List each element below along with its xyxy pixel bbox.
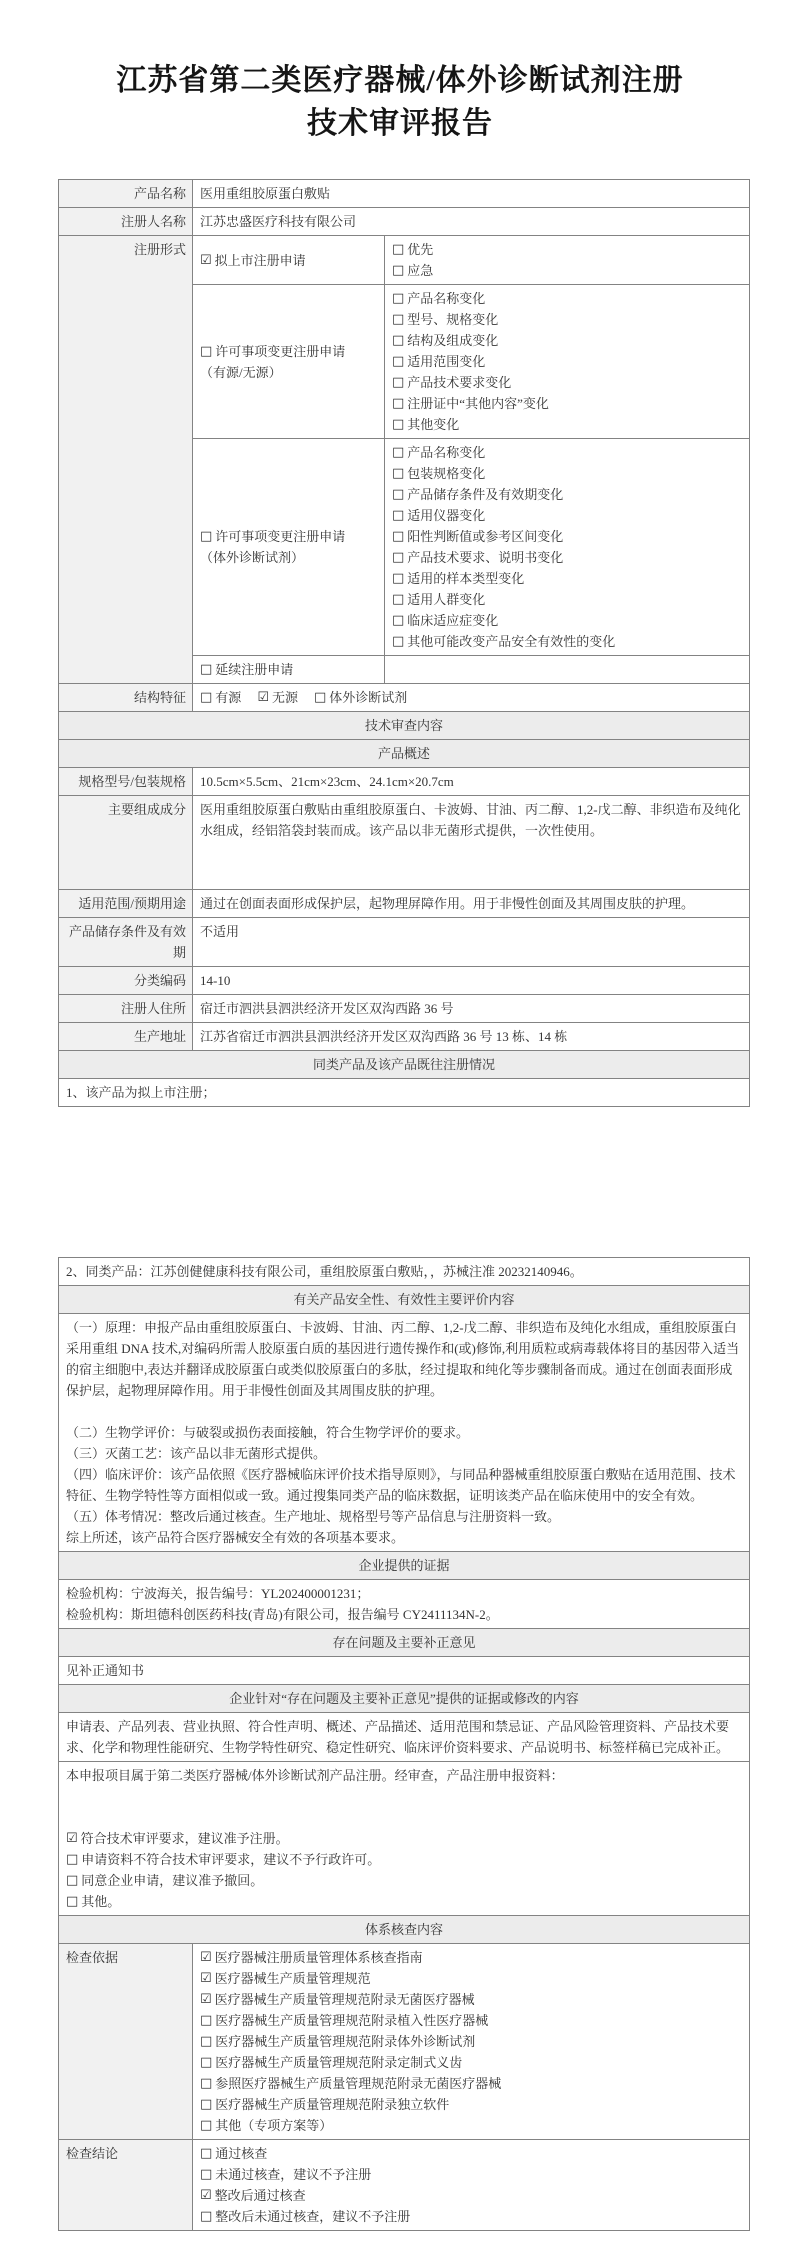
section-row-overview xyxy=(59,740,750,768)
page-title xyxy=(0,0,800,145)
section-header-response: 企业针对“存在问题及主要补正意见”提供的证据或修改的内容 xyxy=(59,1685,750,1713)
address-value: 宿迁市泗洪县泗洪经济开发区双沟西路 36 号 xyxy=(193,995,750,1023)
checkbox-item[interactable] xyxy=(200,2073,742,2094)
similar-product-note: 2、同类产品：江苏创健健康科技有限公司，重组胶原蛋白敷贴，，苏械注准 20232140946。 xyxy=(59,1258,750,1286)
eval-content-row xyxy=(59,1314,750,1552)
section-header-review: 技术审查内容 xyxy=(59,712,750,740)
section-header-evidence: 企业提供的证据 xyxy=(59,1552,750,1580)
checkbox-item[interactable] xyxy=(392,484,742,505)
checkbox-label: 许可事项变更注册申请 xyxy=(215,343,346,359)
checkbox-change-active[interactable] xyxy=(200,341,377,362)
checkbox-item[interactable] xyxy=(392,239,742,260)
page-title-line2: 技术审评报告 xyxy=(307,106,493,140)
structure-row xyxy=(59,684,750,712)
checkbox-label-line2: （有源/无源） xyxy=(200,364,282,380)
checkbox-label: 产品名称变化 xyxy=(407,291,486,307)
registrant-label: 注册人名称 xyxy=(59,208,193,236)
review-evaluation-table xyxy=(58,1257,750,2231)
checkbox-item[interactable] xyxy=(66,1891,742,1912)
inspection-result-label: 检查结论 xyxy=(59,2140,193,2231)
checkbox-item[interactable] xyxy=(392,309,742,330)
checkbox-label: 适用人群变化 xyxy=(407,592,486,608)
checkbox-label: 通过核查 xyxy=(215,2146,268,2162)
eval-paragraph: （五）体考情况：整改后通过核查。生产地址、规格型号等产品信息与注册资料一致。 xyxy=(66,1509,561,1525)
checkbox-icon: □ xyxy=(392,333,405,349)
checkbox-icon: ☑ xyxy=(200,1992,212,2008)
registrant-row xyxy=(59,208,750,236)
issues-note: 见补正通知书 xyxy=(59,1657,750,1685)
storage-label: 产品储存条件及有效期 xyxy=(59,918,193,967)
response-text: 申请表、产品列表、营业执照、符合性声明、概述、产品描述、适用范围和禁忌证、产品风险管理资料、产品技术要求、化学和物理性能研究、生物学特性研究、稳定性研究、临床评价资料要求、产品说明书、标签样稿已完成补正。 xyxy=(59,1713,750,1762)
checkbox-label: 延续注册申请 xyxy=(215,662,294,678)
checkbox-icon: □ xyxy=(200,343,213,359)
conclusion-spacer xyxy=(66,1786,742,1828)
checkbox-icon: □ xyxy=(392,291,405,307)
checkbox-icon: □ xyxy=(392,417,405,433)
spec-value: 10.5cm×5.5cm、21cm×23cm、24.1cm×20.7cm xyxy=(193,768,750,796)
checkbox-label: 型号、规格变化 xyxy=(407,312,499,328)
checkbox-label: 整改后未通过核查，建议不予注册 xyxy=(215,2209,411,2225)
checkbox-item[interactable] xyxy=(200,687,241,708)
checkbox-icon: □ xyxy=(200,529,213,545)
checkbox-icon: □ xyxy=(392,242,405,258)
checkbox-label: 拟上市注册申请 xyxy=(214,252,306,268)
prod-address-value: 江苏省宿迁市泗洪县泗洪经济开发区双沟西路 36 号 13 栋、14 栋 xyxy=(193,1023,750,1051)
checkbox-icon: ☑ xyxy=(200,1971,212,1987)
address-label: 注册人住所 xyxy=(59,995,193,1023)
checkbox-item[interactable] xyxy=(392,330,742,351)
checkbox-label: 无源 xyxy=(271,690,298,706)
section-row-system xyxy=(59,1916,750,1944)
checkbox-item[interactable] xyxy=(66,1828,742,1849)
change-ivd-cell xyxy=(193,439,385,656)
section-row-issues xyxy=(59,1629,750,1657)
checkbox-label: 医疗器械生产质量管理规范 xyxy=(214,1971,371,1987)
checkbox-icon: □ xyxy=(200,2146,213,2162)
checkbox-icon: □ xyxy=(392,571,405,587)
page-title-line1: 江苏省第二类医疗器械/体外诊断试剂注册 xyxy=(116,64,684,97)
section-header-issues: 存在问题及主要补正意见 xyxy=(59,1629,750,1657)
checkbox-icon: □ xyxy=(392,592,405,608)
evidence-line: 检验机构：宁波海关，报告编号：YL202400001231； xyxy=(66,1586,370,1602)
checkbox-icon: □ xyxy=(392,312,405,328)
reg-form-label: 注册形式 xyxy=(59,236,193,684)
checkbox-label-line2: （体外诊断试剂） xyxy=(200,550,305,566)
checkbox-icon: □ xyxy=(200,2209,213,2225)
inspection-result-row xyxy=(59,2140,750,2231)
section-header-system: 体系核查内容 xyxy=(59,1916,750,1944)
checkbox-label: 阳性判断值或参考区间变化 xyxy=(407,529,564,545)
checkbox-icon: □ xyxy=(392,508,405,524)
checkbox-label: 同意企业申请，建议准予撤回。 xyxy=(81,1873,264,1889)
checkbox-item[interactable] xyxy=(392,547,742,568)
class-code-value: 14-10 xyxy=(193,967,750,995)
eval-paragraph: （四）临床评价：该产品依照《医疗器械临床评价技术指导原则》，与同品种器械重组胶原蛋白敷贴在适用范围、技术特征、生物学特性等方面相似或一致。通过搜集同类产品的临床数据，证明该类产品在临床使用中的安全有效。 xyxy=(66,1467,736,1504)
checkbox-label: 许可事项变更注册申请 xyxy=(215,529,346,545)
checkbox-icon: ☑ xyxy=(200,1950,212,1966)
checkbox-item[interactable] xyxy=(392,568,742,589)
checkbox-icon: □ xyxy=(392,613,405,629)
checkbox-label: 优先 xyxy=(407,242,434,258)
spec-label: 规格型号/包装规格 xyxy=(59,768,193,796)
checkbox-item[interactable] xyxy=(66,1849,742,1870)
prod-address-label: 生产地址 xyxy=(59,1023,193,1051)
checkbox-item[interactable] xyxy=(66,1870,742,1891)
product-name-value: 医用重组胶原蛋白敷贴 xyxy=(193,180,750,208)
checkbox-label: 体外诊断试剂 xyxy=(329,690,408,706)
checkbox-icon: □ xyxy=(392,550,405,566)
checkbox-label: 适用范围变化 xyxy=(407,354,486,370)
product-name-label: 产品名称 xyxy=(59,180,193,208)
checkbox-item[interactable] xyxy=(392,414,742,435)
address-row xyxy=(59,995,750,1023)
spec-row xyxy=(59,768,750,796)
checkbox-label: 其他（专项方案等） xyxy=(215,2118,333,2134)
checkbox-icon: □ xyxy=(392,634,405,650)
checkbox-item[interactable] xyxy=(257,687,298,708)
checkbox-item[interactable] xyxy=(200,2052,742,2073)
checkbox-icon: □ xyxy=(392,466,405,482)
checkbox-icon: □ xyxy=(392,445,405,461)
checkbox-label: 适用的样本类型变化 xyxy=(407,571,525,587)
premarket-cell xyxy=(193,236,385,285)
checkbox-item[interactable] xyxy=(200,2164,742,2185)
checkbox-label: 申请资料不符合技术审评要求，建议不予行政许可。 xyxy=(81,1852,381,1868)
checkbox-label: 临床适应症变化 xyxy=(407,613,499,629)
checkbox-icon: □ xyxy=(392,375,405,391)
conclusion-cell xyxy=(59,1762,750,1916)
section-header-history: 同类产品及该产品既往注册情况 xyxy=(59,1051,750,1079)
premarket-options-cell xyxy=(385,236,750,285)
inspection-result-cell xyxy=(193,2140,750,2231)
scope-row xyxy=(59,890,750,918)
checkbox-item[interactable] xyxy=(392,589,742,610)
checkbox-icon: □ xyxy=(200,662,213,678)
eval-paragraph: （二）生物学评价：与破裂或损伤表面接触，符合生物学评价的要求。 xyxy=(66,1425,470,1441)
scope-value: 通过在创面表面形成保护层，起物理屏障作用。用于非慢性创面及其周围皮肤的护理。 xyxy=(193,890,750,918)
eval-paragraph: （一）原理：申报产品由重组胶原蛋白、卡波姆、甘油、丙二醇、1,2-戊二醇、非织造布及纯化水组成，重组胶原蛋白采用重组 DNA 技术,对编码所需人胶原蛋白质的基因进行遗传操作和(或)修饰,利用质粒或病毒载体将目的基因带入适当的宿主细胞中,表达并翻译成胶原蛋白或类似胶原蛋白的多肽，经过提取和纯化等步骤制备而成。通过在创面表面形成保护层，起物理屏障作用。用于非慢性创面及其周围皮肤的护理。 xyxy=(66,1320,740,1399)
storage-row xyxy=(59,918,750,967)
checkbox-label: 医疗器械生产质量管理规范附录独立软件 xyxy=(215,2097,450,2113)
section-row-evidence xyxy=(59,1552,750,1580)
checkbox-label: 包装规格变化 xyxy=(407,466,486,482)
checkbox-item[interactable] xyxy=(200,2206,742,2227)
eval-paragraph xyxy=(66,1401,742,1422)
eval-paragraph: （三）灭菌工艺：该产品以非无菌形式提供。 xyxy=(66,1446,327,1462)
evidence-cell xyxy=(59,1580,750,1629)
checkbox-item[interactable] xyxy=(392,288,742,309)
evidence-row xyxy=(59,1580,750,1629)
checkbox-label: 医疗器械生产质量管理规范附录植入性医疗器械 xyxy=(215,2013,489,2029)
checkbox-item[interactable] xyxy=(200,1947,742,1968)
class-code-row xyxy=(59,967,750,995)
structure-label: 结构特征 xyxy=(59,684,193,712)
checkbox-item[interactable] xyxy=(200,2185,742,2206)
checkbox-item[interactable] xyxy=(200,1968,742,1989)
checkbox-item[interactable] xyxy=(392,631,742,652)
similar-product-row xyxy=(59,1258,750,1286)
checkbox-icon: ☑ xyxy=(257,690,269,706)
checkbox-item[interactable] xyxy=(392,526,742,547)
prod-address-row xyxy=(59,1023,750,1051)
checkbox-label: 结构及组成变化 xyxy=(407,333,499,349)
checkbox-label: 医疗器械注册质量管理体系核查指南 xyxy=(214,1950,423,1966)
section-row-review xyxy=(59,712,750,740)
checkbox-label: 产品技术要求、说明书变化 xyxy=(407,550,564,566)
checkbox-item[interactable] xyxy=(392,351,742,372)
reg-form-row-premarket xyxy=(59,236,750,285)
storage-value: 不适用 xyxy=(193,918,750,967)
checkbox-item[interactable] xyxy=(200,2031,742,2052)
conclusion-intro: 本申报项目属于第二类医疗器械/体外诊断试剂产品注册。经审查，产品注册申报资料： xyxy=(66,1768,564,1784)
checkbox-renewal[interactable] xyxy=(200,659,377,680)
checkbox-item[interactable] xyxy=(392,393,742,414)
checkbox-icon: □ xyxy=(66,1873,79,1889)
checkbox-label: 有源 xyxy=(215,690,242,706)
structure-options-cell xyxy=(193,684,750,712)
checkbox-item[interactable] xyxy=(392,260,742,281)
checkbox-label: 其他。 xyxy=(81,1894,121,1910)
section-row-eval xyxy=(59,1286,750,1314)
checkbox-item[interactable] xyxy=(392,442,742,463)
checkbox-item[interactable] xyxy=(200,2115,742,2136)
checkbox-label: 产品名称变化 xyxy=(407,445,486,461)
checkbox-icon: □ xyxy=(200,2076,213,2092)
checkbox-item[interactable] xyxy=(200,1989,742,2010)
response-row xyxy=(59,1713,750,1762)
checkbox-icon: □ xyxy=(200,2118,213,2134)
history-note-row xyxy=(59,1079,750,1107)
checkbox-item[interactable] xyxy=(314,687,407,708)
composition-value: 医用重组胶原蛋白敷贴由重组胶原蛋白、卡波姆、甘油、丙二醇、1,2-戊二醇、非织造布及纯化水组成，经铝箔袋封装而成。该产品以非无菌形式提供，一次性使用。 xyxy=(193,796,750,890)
checkbox-change-ivd[interactable] xyxy=(200,526,377,547)
checkbox-item[interactable] xyxy=(392,610,742,631)
class-code-label: 分类编码 xyxy=(59,967,193,995)
checkbox-label: 注册证中“其他内容”变化 xyxy=(407,396,549,412)
composition-row xyxy=(59,796,750,890)
checkbox-label: 适用仪器变化 xyxy=(407,508,486,524)
checkbox-label: 符合技术审评要求，建议准予注册。 xyxy=(80,1831,289,1847)
checkbox-premarket-application[interactable] xyxy=(200,250,377,271)
checkbox-item[interactable] xyxy=(392,505,742,526)
checkbox-icon: □ xyxy=(313,690,327,706)
eval-content-cell xyxy=(59,1314,750,1552)
change-active-options-cell xyxy=(385,285,750,439)
checkbox-icon: □ xyxy=(66,1852,79,1868)
checkbox-label: 其他变化 xyxy=(407,417,460,433)
section-row-response xyxy=(59,1685,750,1713)
section-header-overview: 产品概述 xyxy=(59,740,750,768)
checkbox-item[interactable] xyxy=(392,372,742,393)
registrant-value: 江苏忠盛医疗科技有限公司 xyxy=(193,208,750,236)
composition-label: 主要组成成分 xyxy=(59,796,193,890)
checkbox-item[interactable] xyxy=(392,463,742,484)
checkbox-icon: □ xyxy=(392,263,405,279)
conclusion-row xyxy=(59,1762,750,1916)
checkbox-item[interactable] xyxy=(200,2010,742,2031)
checkbox-label: 整改后通过核查 xyxy=(214,2188,306,2204)
inspection-basis-label: 检查依据 xyxy=(59,1944,193,2140)
renewal-cell xyxy=(193,656,385,684)
checkbox-label: 应急 xyxy=(407,263,434,279)
scope-label: 适用范围/预期用途 xyxy=(59,890,193,918)
history-note: 1、该产品为拟上市注册； xyxy=(59,1079,750,1107)
checkbox-icon: □ xyxy=(200,2097,213,2113)
checkbox-label: 医疗器械生产质量管理规范附录体外诊断试剂 xyxy=(215,2034,476,2050)
checkbox-label: 未通过核查，建议不予注册 xyxy=(215,2167,372,2183)
change-ivd-options-cell xyxy=(385,439,750,656)
eval-paragraph: 综上所述，该产品符合医疗器械安全有效的各项基本要求。 xyxy=(66,1530,405,1546)
issues-note-row xyxy=(59,1657,750,1685)
checkbox-item[interactable] xyxy=(200,2143,742,2164)
checkbox-icon: ☑ xyxy=(200,2188,212,2204)
checkbox-icon: □ xyxy=(392,529,405,545)
checkbox-icon: □ xyxy=(392,396,405,412)
checkbox-label: 参照医疗器械生产质量管理规范附录无菌医疗器械 xyxy=(215,2076,502,2092)
checkbox-icon: □ xyxy=(200,2055,213,2071)
checkbox-item[interactable] xyxy=(200,2094,742,2115)
checkbox-label: 产品技术要求变化 xyxy=(407,375,512,391)
checkbox-icon: □ xyxy=(66,1894,79,1910)
checkbox-icon: □ xyxy=(200,690,213,706)
section-header-eval: 有关产品安全性、有效性主要评价内容 xyxy=(59,1286,750,1314)
registration-info-table xyxy=(58,179,750,1107)
checkbox-icon: ☑ xyxy=(200,252,212,268)
checkbox-icon: □ xyxy=(200,2034,213,2050)
checkbox-icon: □ xyxy=(200,2167,213,2183)
checkbox-label: 医疗器械生产质量管理规范附录定制式义齿 xyxy=(215,2055,463,2071)
product-name-row xyxy=(59,180,750,208)
checkbox-icon: □ xyxy=(392,487,405,503)
checkbox-label: 其他可能改变产品安全有效性的变化 xyxy=(407,634,616,650)
inspection-basis-row xyxy=(59,1944,750,2140)
checkbox-label: 产品储存条件及有效期变化 xyxy=(407,487,564,503)
evidence-line: 检验机构：斯坦德科创医药科技(青岛)有限公司，报告编号 CY2411134N-2。 xyxy=(66,1607,499,1623)
change-active-cell xyxy=(193,285,385,439)
checkbox-icon: ☑ xyxy=(66,1831,78,1847)
renewal-empty-cell xyxy=(385,656,750,684)
section-row-history xyxy=(59,1051,750,1079)
checkbox-label: 医疗器械生产质量管理规范附录无菌医疗器械 xyxy=(214,1992,475,2008)
checkbox-icon: □ xyxy=(392,354,405,370)
checkbox-icon: □ xyxy=(200,2013,213,2029)
inspection-basis-cell xyxy=(193,1944,750,2140)
